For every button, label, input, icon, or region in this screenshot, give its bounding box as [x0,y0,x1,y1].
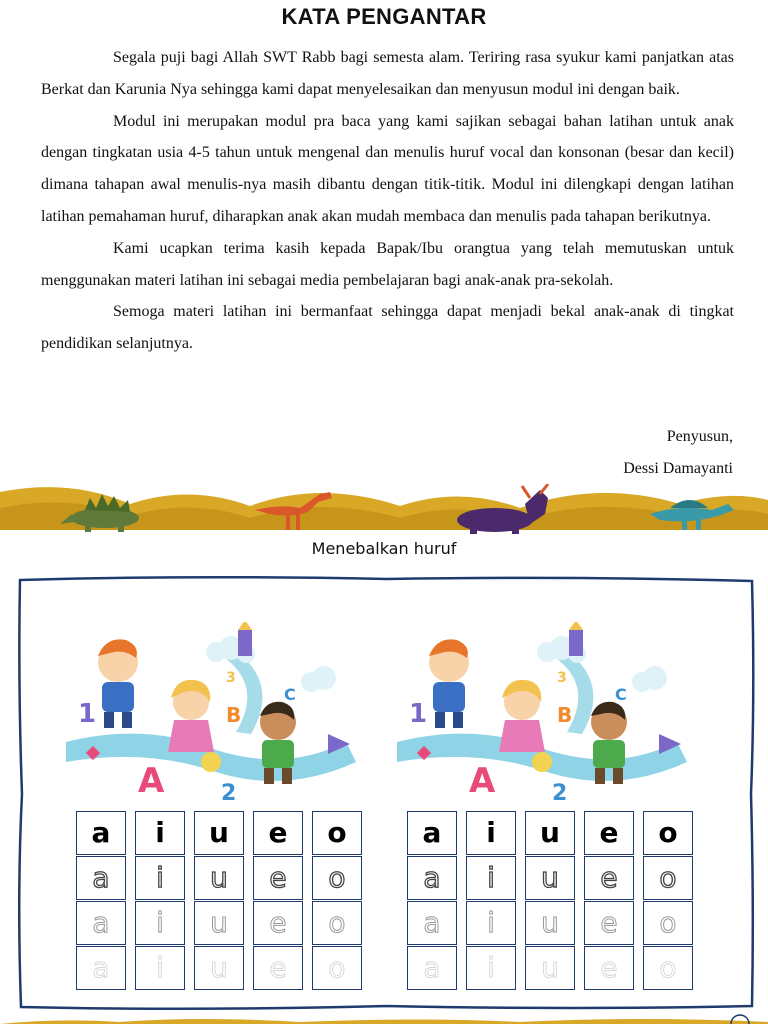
trace-cell[interactable]: e [584,856,634,900]
trace-cell[interactable]: e [584,901,634,945]
letter-cell: u [525,811,575,855]
trace-cell[interactable]: i [135,856,185,900]
trace-cell[interactable]: o [312,946,362,990]
trace-cell[interactable]: u [194,901,244,945]
trace-cell[interactable]: a [76,946,126,990]
bottom-decoration [0,1014,768,1024]
trace-cell[interactable]: a [76,901,126,945]
kids-learning-illustration [397,622,697,802]
trace-cell[interactable]: u [525,901,575,945]
svg-text:2: 2 [221,781,237,802]
trace-cell[interactable]: a [407,901,457,945]
svg-text:1: 1 [78,699,97,729]
trace-cell[interactable]: u [525,856,575,900]
closing-text: Penyusun, [666,428,733,445]
svg-text:2: 2 [552,781,568,802]
preface-title: KATA PENGANTAR [281,4,487,29]
letter-cell: o [643,811,693,855]
trace-cell[interactable]: o [312,856,362,900]
letter-cell: a [407,811,457,855]
preface-paragraph: Kami ucapkan terima kasih kepada Bapak/Ibu orangtua yang telah memutuskan untuk menggunakan materi latihan ini sebagai media pembelajaran bagi anak-anak pra-sekolah. [41,239,734,289]
tracing-grid-right [407,811,693,990]
trace-cell[interactable]: o [643,856,693,900]
trace-cell[interactable]: o [643,946,693,990]
preface-paragraph: Modul ini merupakan modul pra baca yang kami sajikan sebagai bahan latihan untuk anak dengan tingkatan usia 4-5 tahun untuk mengenal dan menulis huruf vocal dan konsonan (besar dan kecil) dimana tahapan awal menulis-nya masih dibantu dengan titik-titik. Modul ini dilengkapi dengan latihan latihan pemahaman huruf, diharapkan anak akan mudah membaca dan menulis pada tahapan berikutnya. [41,112,734,225]
svg-text:1: 1 [409,699,428,729]
svg-text:3: 3 [557,670,567,686]
preface-body [41,42,734,360]
trace-cell[interactable]: a [407,856,457,900]
trace-cell[interactable]: o [312,901,362,945]
trace-cell[interactable]: i [466,856,516,900]
preface-paragraph: Segala puji bagi Allah SWT Rabb bagi semesta alam. Teriring rasa syukur kami panjatkan atas Berkat dan Karunia Nya sehingga kami dapat menyelesaikan dan menyusun modul ini dengan baik. [41,49,734,98]
pencil-icon [569,622,583,656]
tracing-grid-left [76,811,362,990]
worksheet-title: Menebalkan huruf [311,539,457,558]
trace-cell[interactable]: i [466,946,516,990]
trace-cell[interactable]: u [525,946,575,990]
trace-cell[interactable]: e [253,946,303,990]
trace-cell[interactable]: i [466,901,516,945]
trace-cell[interactable]: u [194,946,244,990]
svg-text:B: B [557,703,573,727]
kids-learning-illustration [66,622,366,802]
trace-cell[interactable]: a [76,856,126,900]
author-name: Dessi Damayanti [623,460,733,477]
letter-cell: i [135,811,185,855]
pencil-icon [238,622,252,656]
trace-cell[interactable]: i [135,901,185,945]
trace-cell[interactable]: e [584,946,634,990]
letter-cell: e [253,811,303,855]
svg-text:B: B [226,703,242,727]
svg-text:A: A [138,761,165,801]
svg-text:C: C [284,685,296,704]
trace-cell[interactable]: o [643,901,693,945]
trace-cell[interactable]: a [407,946,457,990]
letter-cell: e [584,811,634,855]
svg-text:C: C [615,685,627,704]
trace-cell[interactable]: e [253,856,303,900]
letter-cell: u [194,811,244,855]
trace-cell[interactable]: i [135,946,185,990]
trace-cell[interactable]: e [253,901,303,945]
trace-cell[interactable]: u [194,856,244,900]
dinosaur-banner [0,484,768,534]
letter-cell: i [466,811,516,855]
svg-text:A: A [469,761,496,801]
letter-cell: a [76,811,126,855]
preface-paragraph: Semoga materi latihan ini bermanfaat sehingga dapat menjadi bekal anak-anak di tingkat pendidikan selanjutnya. [41,303,734,353]
svg-text:3: 3 [226,670,236,686]
letter-cell: o [312,811,362,855]
